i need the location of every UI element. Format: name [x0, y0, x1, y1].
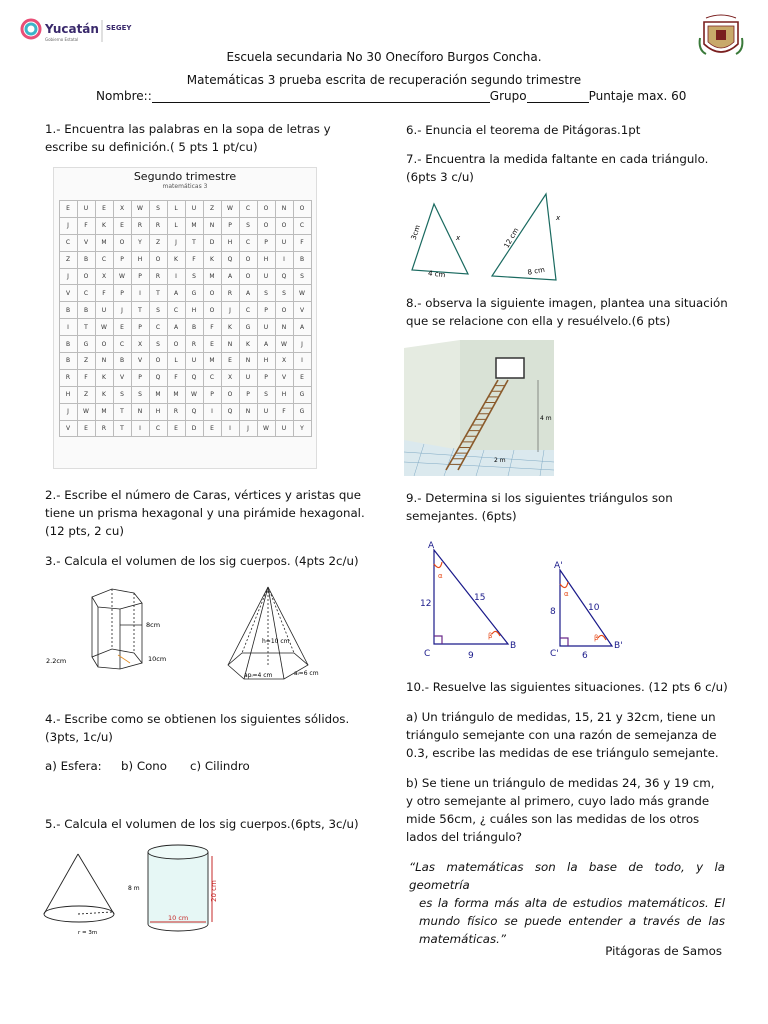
quote-text-2: es la forma más alta de estudios matemáticos. El mundo físico se puede entender a través de las matemáticas.” [419, 896, 725, 946]
word-search-cell: C [149, 319, 167, 336]
tri2-side-b: 8 cm [527, 265, 546, 277]
tri2-side-c: x [556, 214, 561, 222]
word-search-row [59, 420, 311, 437]
word-search-row [59, 268, 311, 285]
word-search-cell: V [113, 369, 131, 386]
word-search-cell: C [149, 420, 167, 437]
word-search-cell: Z [77, 386, 95, 403]
word-search-cell: C [113, 336, 131, 353]
word-search-cell: Y [293, 420, 311, 437]
word-search-cell: Q [185, 403, 203, 420]
question-6: 6.- Enuncia el teorema de Pitágoras.1pt [406, 123, 641, 137]
word-search-cell: M [149, 386, 167, 403]
word-search-cell: Z [149, 234, 167, 251]
word-search-cell: O [275, 302, 293, 319]
word-search-cell: C [239, 302, 257, 319]
word-search-cell: Y [131, 234, 149, 251]
word-search-cell: U [257, 268, 275, 285]
ladder-height-label: 4 m [540, 415, 552, 422]
word-search-cell: I [131, 285, 149, 302]
word-search-cell: C [239, 201, 257, 218]
word-search-cell: H [221, 234, 239, 251]
word-search-cell: P [131, 369, 149, 386]
tri-b-vertex-C: C' [550, 649, 559, 659]
word-search-row [59, 369, 311, 386]
word-search-cell: F [185, 251, 203, 268]
word-search-cell: M [95, 234, 113, 251]
word-search-cell: H [257, 251, 275, 268]
cone-radius-label: r = 3m [78, 930, 98, 936]
word-search-cell: B [293, 251, 311, 268]
quote-text-1: “Las matemáticas son la base de todo, y la geometría [409, 860, 725, 892]
word-search-cell: R [131, 217, 149, 234]
word-search-cell: C [203, 369, 221, 386]
word-search-cell: J [221, 302, 239, 319]
ladder-distance-label: 2 m [494, 457, 506, 464]
word-search-cell: M [95, 403, 113, 420]
cone-figure [44, 854, 114, 922]
word-search-cell: A [221, 268, 239, 285]
word-search-cell: Z [59, 251, 77, 268]
word-search-cell: X [113, 201, 131, 218]
word-search-row [59, 336, 311, 353]
hexagonal-pyramid-figure [228, 587, 308, 679]
student-info-line [96, 89, 696, 103]
word-search-cell: E [293, 369, 311, 386]
word-search-cell: I [131, 420, 149, 437]
word-search-cell: F [77, 369, 95, 386]
word-search-cell: E [203, 336, 221, 353]
word-search-cell: N [95, 353, 113, 370]
question-4: 4.- Escribe como se obtienen los siguientes sólidos. (3pts, 1c/u) [45, 712, 350, 744]
word-search-cell: S [239, 217, 257, 234]
school-name: Escuela secundaria No 30 Onecíforo Burgos Concha. [226, 50, 542, 64]
logo-secegy: SEGEY [106, 24, 132, 32]
word-search-cell: V [131, 353, 149, 370]
word-search-cell: Q [185, 369, 203, 386]
word-search-cell: X [95, 268, 113, 285]
word-search-cell: U [77, 201, 95, 218]
word-search-grid [59, 200, 312, 437]
word-search-cell: W [113, 268, 131, 285]
word-search-cell: O [113, 234, 131, 251]
word-search-cell: H [275, 386, 293, 403]
word-search-cell: V [77, 234, 95, 251]
tri-a-beta: β [488, 632, 493, 640]
word-search-cell: G [293, 386, 311, 403]
word-search-cell: N [221, 336, 239, 353]
word-search-cell: K [95, 369, 113, 386]
word-search-cell: E [203, 420, 221, 437]
word-search-row [59, 251, 311, 268]
pyramid-height-label: h=10 cm [262, 638, 290, 645]
q3-figures [44, 585, 344, 685]
word-search-cell: J [59, 217, 77, 234]
word-search-cell: T [113, 420, 131, 437]
word-search-cell: H [131, 251, 149, 268]
question-10a: a) Un triángulo de medidas, 15, 21 y 32cm, tiene un triángulo semejante con una razón de semejanza de 0.3, escribe las medidas de ese triángulo semejante. [406, 710, 719, 760]
word-search [53, 167, 317, 469]
word-search-cell: C [77, 285, 95, 302]
word-search-cell: I [293, 353, 311, 370]
word-search-cell: V [275, 369, 293, 386]
word-search-cell: T [149, 285, 167, 302]
word-search-cell: O [149, 251, 167, 268]
word-search-cell: A [167, 285, 185, 302]
puntaje-label: Puntaje max. 60 [588, 89, 687, 103]
word-search-cell: F [95, 285, 113, 302]
word-search-cell: P [131, 319, 149, 336]
word-search-cell: U [275, 420, 293, 437]
word-search-cell: E [167, 420, 185, 437]
word-search-cell: O [95, 336, 113, 353]
word-search-cell: K [221, 319, 239, 336]
word-search-cell: M [203, 353, 221, 370]
question-10b: b) Se tiene un triángulo de medidas 24, 36 y 19 cm, y otro semejante al primero, cuyo lado más grande mide 56cm, ¿ cuáles son las medidas de los otros lados del triángulo? [406, 776, 715, 844]
word-search-cell: W [257, 420, 275, 437]
word-search-cell: B [113, 353, 131, 370]
word-search-cell: A [293, 319, 311, 336]
word-search-cell: P [113, 251, 131, 268]
pythagoras-quote [409, 858, 725, 948]
word-search-cell: L [167, 201, 185, 218]
word-search-cell: O [149, 353, 167, 370]
word-search-cell: F [167, 369, 185, 386]
word-search-cell: N [275, 201, 293, 218]
tri1-side-b: 4 cm [427, 269, 446, 280]
word-search-cell: O [77, 268, 95, 285]
tri2-side-a: 12 cm [502, 226, 521, 250]
prism-side-label: 10cm [148, 655, 167, 663]
word-search-cell: I [203, 403, 221, 420]
word-search-cell: W [95, 319, 113, 336]
word-search-cell: P [203, 386, 221, 403]
word-search-cell: J [113, 302, 131, 319]
word-search-row [59, 217, 311, 234]
word-search-cell: O [257, 201, 275, 218]
word-search-row [59, 403, 311, 420]
yucatan-logo [18, 14, 140, 46]
word-search-cell: C [167, 302, 185, 319]
tri1-side-c: x [456, 234, 461, 242]
word-search-cell: O [257, 217, 275, 234]
word-search-cell: T [131, 302, 149, 319]
word-search-cell: W [77, 403, 95, 420]
pyramid-side-label: aₗ=6 cm [294, 670, 319, 677]
word-search-cell: Q [221, 251, 239, 268]
word-search-cell: P [257, 369, 275, 386]
cylinder-diameter-label: 10 cm [168, 914, 189, 922]
word-search-cell: O [239, 251, 257, 268]
word-search-cell: X [221, 369, 239, 386]
word-search-cell: P [257, 234, 275, 251]
word-search-cell: J [293, 336, 311, 353]
tri-a-alpha: α [438, 572, 443, 580]
word-search-cell: R [95, 420, 113, 437]
word-search-cell: U [257, 319, 275, 336]
question-5: 5.- Calcula el volumen de los sig cuerpos.(6pts, 3c/u) [45, 817, 359, 831]
q7-figures [404, 192, 584, 284]
word-search-cell: A [167, 319, 185, 336]
prism-apothem-label: 2.2cm [46, 657, 67, 665]
word-search-cell: R [149, 217, 167, 234]
tri-b-alpha: α [564, 590, 569, 598]
nombre-label: Nombre:: [96, 89, 152, 103]
word-search-cell: V [59, 285, 77, 302]
word-search-cell: N [239, 353, 257, 370]
word-search-cell: I [59, 319, 77, 336]
word-search-cell: T [77, 319, 95, 336]
word-search-cell: K [95, 386, 113, 403]
word-search-cell: S [149, 336, 167, 353]
word-search-cell: O [293, 201, 311, 218]
word-search-cell: S [293, 268, 311, 285]
word-search-cell: F [77, 217, 95, 234]
word-search-row [59, 234, 311, 251]
word-search-cell: S [113, 386, 131, 403]
q9-triangle-2 [560, 570, 612, 646]
word-search-cell: O [203, 302, 221, 319]
word-search-cell: B [59, 353, 77, 370]
word-search-cell: J [59, 268, 77, 285]
question-3: 3.- Calcula el volumen de los sig cuerpos. (4pts 2c/u) [45, 554, 359, 568]
tri-b-vertex-B: B' [614, 641, 623, 651]
word-search-cell: W [221, 201, 239, 218]
word-search-cell: P [257, 302, 275, 319]
word-search-cell: R [149, 268, 167, 285]
word-search-cell: I [167, 268, 185, 285]
word-search-cell: U [185, 353, 203, 370]
word-search-cell: U [95, 302, 113, 319]
word-search-cell: O [239, 268, 257, 285]
word-search-cell: C [95, 251, 113, 268]
word-search-cell: M [203, 268, 221, 285]
ladder-image [404, 340, 554, 476]
word-search-title: Segundo trimestre [133, 170, 237, 183]
tri-b-beta: β [594, 634, 599, 642]
word-search-cell: B [77, 302, 95, 319]
word-search-cell: X [275, 353, 293, 370]
q4-option-a: a) Esfera: [45, 759, 102, 773]
word-search-row [59, 319, 311, 336]
word-search-cell: C [293, 217, 311, 234]
word-search-cell: E [77, 420, 95, 437]
tri-a-vertex-B: B [510, 641, 517, 651]
question-7: 7.- Encuentra la medida faltante en cada triángulo.(6pts 3 c/u) [406, 152, 709, 184]
word-search-cell: R [167, 403, 185, 420]
word-search-cell: F [275, 403, 293, 420]
word-search-cell: W [131, 201, 149, 218]
word-search-row [59, 386, 311, 403]
word-search-cell: T [113, 403, 131, 420]
grupo-field[interactable] [527, 91, 589, 103]
word-search-cell: G [293, 403, 311, 420]
word-search-cell: J [167, 234, 185, 251]
word-search-cell: Z [77, 353, 95, 370]
word-search-cell: A [239, 285, 257, 302]
tri-b-side-c: 6 [582, 651, 588, 661]
tri-a-vertex-A: A [428, 541, 435, 551]
word-search-cell: Q [221, 403, 239, 420]
word-search-row [59, 302, 311, 319]
word-search-cell: R [59, 369, 77, 386]
word-search-cell: D [185, 420, 203, 437]
word-search-cell: O [221, 386, 239, 403]
word-search-cell: P [239, 386, 257, 403]
question-1: 1.- Encuentra las palabras en la sopa de letras y escribe su definición.( 5 pts 1 pt/cu) [45, 122, 331, 154]
word-search-cell: W [185, 386, 203, 403]
word-search-cell: U [239, 369, 257, 386]
logo-brand: Yucatán [45, 22, 99, 36]
word-search-row [59, 285, 311, 302]
grupo-label: Grupo [489, 89, 527, 103]
word-search-cell: J [239, 420, 257, 437]
word-search-cell: H [257, 353, 275, 370]
word-search-cell: B [77, 251, 95, 268]
logo-small: Gobierno Estatal [45, 37, 79, 42]
question-8: 8.- observa la siguiente imagen, plantea una situación que se relacione con ella y resuélvelo.(6 pts) [406, 296, 728, 328]
word-search-row [59, 201, 311, 218]
word-search-cell: B [59, 336, 77, 353]
word-search-cell: M [167, 386, 185, 403]
tri-a-side-a: 12 [420, 599, 432, 609]
word-search-cell: C [239, 234, 257, 251]
word-search-cell: G [239, 319, 257, 336]
word-search-cell: H [59, 386, 77, 403]
prism-height-label: 8cm [146, 621, 161, 629]
nombre-field[interactable] [152, 91, 490, 103]
word-search-cell: U [257, 403, 275, 420]
q7-triangle-2 [492, 194, 556, 280]
question-2: 2.- Escribe el número de Caras, vértices y aristas que tiene un prisma hexagonal y una pirámide hexagonal. (12 pts, 2 cu) [45, 488, 365, 538]
word-search-cell: S [131, 386, 149, 403]
word-search-cell: C [59, 234, 77, 251]
word-search-cell: H [185, 302, 203, 319]
word-search-cell: R [185, 336, 203, 353]
tri-a-side-b: 15 [474, 593, 486, 603]
word-search-cell: O [203, 285, 221, 302]
word-search-cell: E [95, 201, 113, 218]
q9-figures [416, 538, 636, 662]
word-search-cell: S [149, 302, 167, 319]
word-search-cell: K [203, 251, 221, 268]
word-search-cell: R [221, 285, 239, 302]
word-search-cell: K [95, 217, 113, 234]
tri-b-vertex-A: A' [554, 561, 563, 571]
word-search-cell: S [275, 285, 293, 302]
word-search-cell: N [275, 319, 293, 336]
cone-height-label: 8 m [128, 885, 140, 892]
q4-option-c: c) Cilindro [190, 759, 250, 773]
word-search-cell: H [149, 403, 167, 420]
word-search-cell: O [275, 217, 293, 234]
word-search-cell: Q [149, 369, 167, 386]
tri-a-side-c: 9 [468, 651, 474, 661]
word-search-cell: X [131, 336, 149, 353]
word-search-row [59, 353, 311, 370]
word-search-cell: F [203, 319, 221, 336]
word-search-cell: Z [203, 201, 221, 218]
pyramid-apothem-label: apₗ=4 cm [244, 672, 273, 679]
word-search-cell: W [275, 336, 293, 353]
word-search-cell: P [113, 285, 131, 302]
word-search-cell: M [185, 217, 203, 234]
word-search-cell: P [131, 268, 149, 285]
word-search-cell: E [113, 319, 131, 336]
q5-figures [40, 842, 240, 938]
word-search-cell: K [239, 336, 257, 353]
q9-triangle-1 [434, 550, 508, 644]
word-search-cell: P [221, 217, 239, 234]
word-search-cell: Q [275, 268, 293, 285]
word-search-cell: S [185, 268, 203, 285]
word-search-cell: G [77, 336, 95, 353]
tri-a-vertex-C: C [424, 649, 431, 659]
word-search-cell: I [275, 251, 293, 268]
word-search-cell: V [59, 420, 77, 437]
question-9: 9.- Determina si los siguientes triángulos son semejantes. (6pts) [406, 491, 673, 523]
quote-author: Pitágoras de Samos [605, 944, 722, 958]
word-search-cell: V [293, 302, 311, 319]
word-search-cell: K [167, 251, 185, 268]
word-search-cell: T [185, 234, 203, 251]
word-search-cell: L [167, 217, 185, 234]
word-search-cell: E [59, 201, 77, 218]
tri-b-side-a: 8 [550, 607, 556, 617]
word-search-cell: S [257, 386, 275, 403]
word-search-cell: O [167, 336, 185, 353]
tri-b-side-b: 10 [588, 603, 600, 613]
word-search-cell: D [203, 234, 221, 251]
word-search-cell: J [59, 403, 77, 420]
q4-option-b: b) Cono [121, 759, 167, 773]
word-search-cell: A [257, 336, 275, 353]
word-search-subtitle: matemáticas 3 [162, 183, 208, 190]
word-search-cell: B [185, 319, 203, 336]
hexagonal-prism-figure [92, 589, 142, 669]
word-search-cell: F [293, 234, 311, 251]
word-search-cell: S [149, 201, 167, 218]
word-search-cell: G [185, 285, 203, 302]
word-search-cell: N [203, 217, 221, 234]
exam-title: Matemáticas 3 prueba escrita de recuperación segundo trimestre [186, 73, 582, 87]
word-search-cell: N [131, 403, 149, 420]
word-search-cell: S [257, 285, 275, 302]
word-search-cell: L [167, 353, 185, 370]
window-icon [496, 358, 524, 378]
word-search-cell: U [185, 201, 203, 218]
word-search-cell: E [113, 217, 131, 234]
word-search-cell: N [239, 403, 257, 420]
word-search-cell: U [275, 234, 293, 251]
tri1-side-a: 3cm [409, 223, 423, 241]
word-search-cell: E [221, 353, 239, 370]
question-10: 10.- Resuelve las siguientes situaciones. (12 pts 6 c/u) [406, 680, 728, 694]
word-search-cell: B [59, 302, 77, 319]
cylinder-height-label: 20 cm [210, 880, 218, 902]
word-search-cell: I [221, 420, 239, 437]
word-search-cell: W [293, 285, 311, 302]
